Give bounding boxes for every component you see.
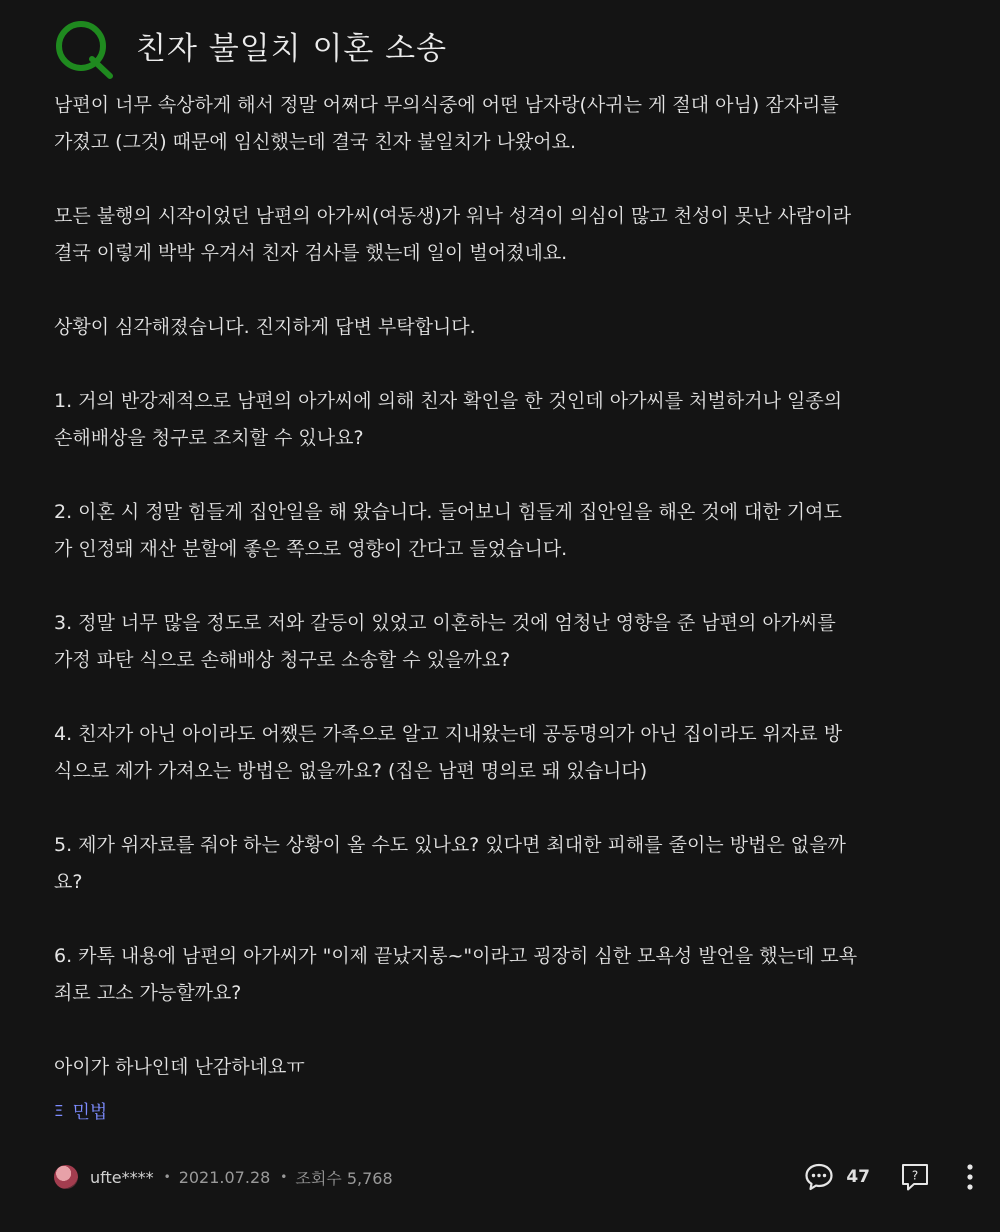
tag-icon: Ξ: [54, 1102, 64, 1120]
question-header: [54, 18, 447, 80]
author-name[interactable]: ufte****: [90, 1167, 154, 1187]
paragraph: 남편이 너무 속상하게 해서 정말 어쩌다 무의식중에 어떤 남자랑(사귀는 게 절대 아님) 잠자리를 가졌고 (그것) 때문에 임신했는데 결국 친자 불일치가 나왔어요.: [54, 94, 839, 153]
paragraph: 아이가 하나인데 난감하네요ㅠ: [54, 1056, 305, 1078]
view-count: 조회수 5,768: [295, 1168, 393, 1188]
paragraph: 2. 이혼 시 정말 힘들게 집안일을 해 왔습니다. 들어보니 힘들게 집안일을 해온 것에 대한 기여도 가 인정돼 재산 분할에 좋은 쪽으로 영향이 간다고 들었습니다.: [54, 501, 842, 560]
avatar[interactable]: [54, 1165, 78, 1189]
category-tag-link[interactable]: [54, 1098, 107, 1124]
separator-dot: •: [280, 1170, 288, 1184]
paragraph: 1. 거의 반강제적으로 남편의 아가씨에 의해 친자 확인을 한 것인데 아가씨를 처벌하거나 일종의 손해배상을 청구로 조치할 수 있나요?: [54, 390, 843, 449]
separator-dot: •: [163, 1170, 171, 1184]
paragraph: 상황이 심각해졌습니다. 진지하게 답변 부탁합니다.: [54, 316, 476, 338]
svg-text:?: ?: [911, 1168, 919, 1183]
paragraph: 5. 제가 위자료를 줘야 하는 상황이 올 수도 있나요? 있다면 최대한 피해를 줄이는 방법은 없을까 요?: [54, 834, 846, 893]
paragraph: 4. 친자가 아닌 아이라도 어쨌든 가족으로 알고 지내왔는데 공동명의가 아닌 집이라도 위자료 방 식으로 제가 가져오는 방법은 없을까요? (집은 남편 명의로 돼 있습니다): [54, 723, 843, 782]
question-body: [54, 87, 984, 1096]
question-bubble-icon[interactable]: [900, 1162, 930, 1192]
comment-count: 47: [846, 1167, 870, 1187]
question-actions: [804, 1158, 974, 1196]
comment-icon[interactable]: [804, 1162, 834, 1192]
question-meta: [54, 1160, 393, 1194]
paragraph: 6. 카톡 내용에 남편의 아가씨가 "이제 끝났지롱~"이라고 굉장히 심한 모욕성 발언을 했는데 모욕 죄로 고소 가능할까요?: [54, 945, 858, 1004]
more-vertical-icon[interactable]: [966, 1163, 974, 1191]
paragraph: 3. 정말 너무 많을 정도로 저와 갈등이 있었고 이혼하는 것에 엄청난 영향을 준 남편의 아가씨를 가정 파탄 식으로 손해배상 청구로 소송할 수 있을까요?: [54, 612, 836, 671]
category-tag-label: 민법: [72, 1102, 108, 1123]
post-date: 2021.07.28: [178, 1167, 271, 1187]
paragraph: 모든 불행의 시작이었던 남편의 아가씨(여동생)가 워낙 성격이 의심이 많고 천성이 못난 사람이라 결국 이렇게 박박 우겨서 친자 검사를 했는데 일이 벌어졌네요.: [54, 205, 852, 264]
q-letter-icon: [54, 19, 114, 79]
question-title: 친자 불일치 이혼 소송: [136, 30, 448, 67]
